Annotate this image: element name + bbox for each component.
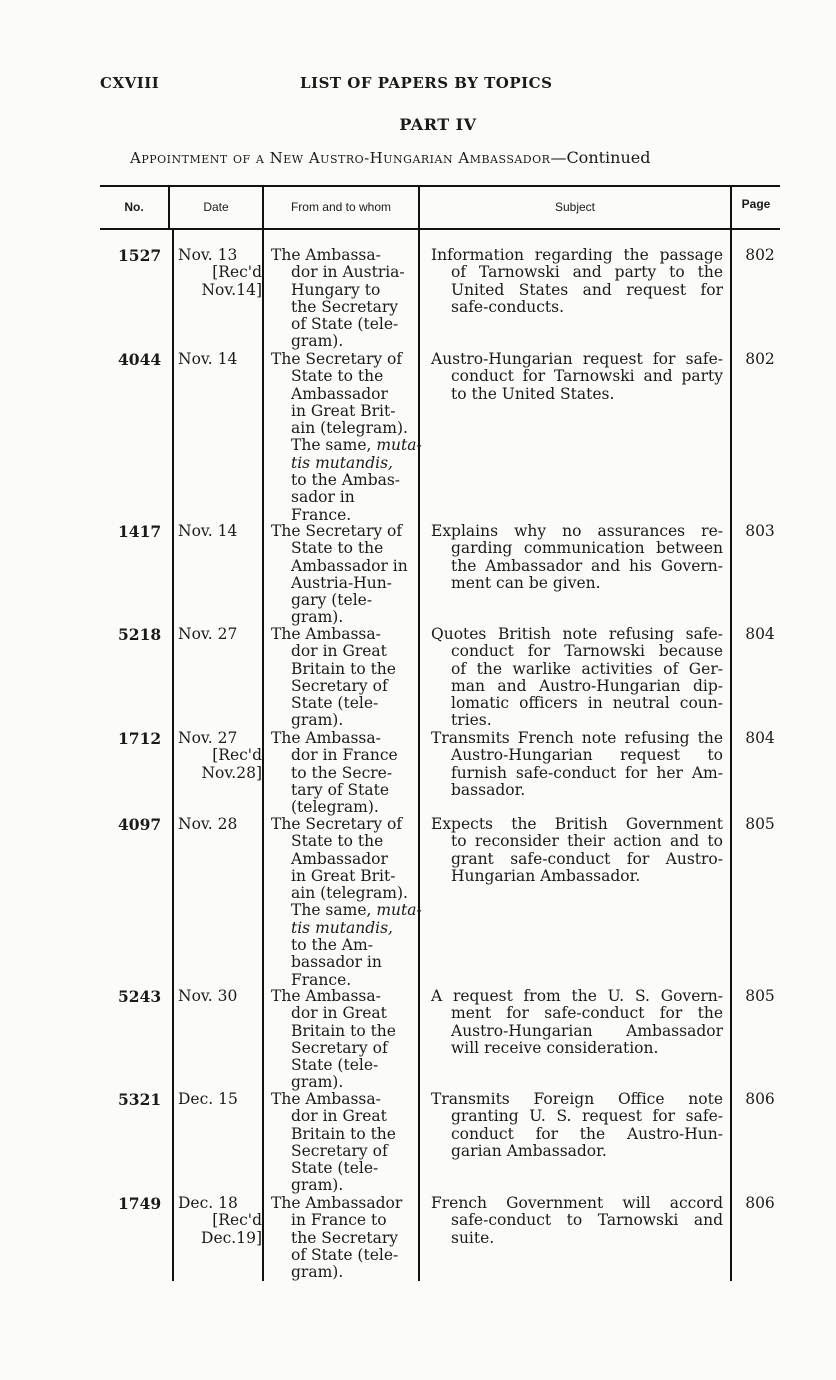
page-reference: 802 — [745, 350, 775, 368]
from-line: (telegram). — [291, 798, 379, 817]
subject-line: safe-conduct to Tarnowski and — [451, 1211, 723, 1230]
subject-line: conduct for Tarnowski because — [451, 642, 723, 661]
subject-line: United States and request for — [451, 280, 723, 299]
table-top-rule — [100, 185, 780, 187]
from-line: gram). — [291, 1176, 344, 1195]
subject — [431, 247, 723, 316]
column-header-page: Page — [741, 197, 771, 211]
subject-line: bassador. — [451, 780, 526, 799]
from-line: State (tele- — [291, 1056, 379, 1075]
from-line: Ambassador — [291, 384, 388, 403]
paper-date — [178, 730, 262, 782]
from-line: tis mutandis, — [291, 453, 393, 472]
subject-line: lomatic officers in neutral coun- — [451, 694, 723, 713]
from-line: the Secretary — [291, 1228, 399, 1247]
section-title-text: Appointment of a New Austro-Hungarian Ambassador — [130, 149, 551, 167]
column-header-from: From and to whom — [290, 200, 392, 214]
from-line: tis mutandis, — [291, 918, 393, 937]
date-line: Nov. 14 — [178, 350, 238, 368]
subject-line: Information regarding the passage — [431, 246, 723, 264]
page-number: CXVIII — [100, 74, 160, 92]
subject — [431, 351, 723, 403]
from-line: State (tele- — [291, 694, 379, 713]
subject — [431, 730, 723, 799]
subject-line: of the warlike activities of Ger- — [451, 659, 723, 678]
from-line: Hungary to — [291, 280, 381, 299]
column-header-subject: Subject — [554, 200, 596, 214]
page-header — [100, 74, 754, 96]
from-line: France. — [291, 970, 352, 989]
subject — [431, 1091, 723, 1160]
from-and-to-whom — [271, 247, 416, 351]
from-line: tary of State — [291, 780, 390, 799]
from-line: ain (telegram). — [291, 884, 408, 903]
from-line: gram). — [291, 332, 344, 351]
from-and-to-whom — [271, 626, 416, 730]
paper-number: 5321 — [118, 1090, 162, 1109]
column-header-date: Date — [203, 200, 229, 214]
subject — [431, 626, 723, 730]
section-title — [130, 148, 650, 167]
page-reference: 805 — [745, 815, 775, 833]
from-line: State to the — [291, 832, 384, 851]
from-line: of State (tele- — [291, 315, 399, 334]
subject-line: the Ambassador and his Govern- — [451, 556, 723, 575]
paper-date — [178, 626, 262, 643]
paper-number: 1712 — [118, 729, 162, 748]
subject-line: garian Ambassador. — [451, 1141, 607, 1160]
from-and-to-whom — [271, 350, 422, 524]
subject-line: ment for safe-conduct for the — [451, 1004, 723, 1023]
from-line: The Ambassador — [271, 1194, 403, 1212]
from-and-to-whom — [271, 1091, 416, 1195]
subject-line: conduct for Tarnowski and party — [451, 367, 723, 386]
from-line: to the Am- — [291, 936, 373, 955]
subject-line: ment can be given. — [451, 573, 601, 592]
date-line: Nov. 28 — [178, 815, 238, 833]
running-title: LIST OF PAPERS BY TOPICS — [300, 74, 553, 92]
date-line: Dec. 18 — [178, 1194, 238, 1212]
from-line: State to the — [291, 367, 384, 386]
from-line: France. — [291, 505, 352, 524]
from-and-to-whom — [271, 730, 416, 816]
from-line: The Secretary of — [271, 815, 403, 833]
subject-line: granting U. S. request for safe- — [451, 1107, 723, 1126]
subject-line: garding communication between — [451, 539, 723, 558]
from-line: The Ambassa- — [271, 729, 381, 747]
page-reference: 805 — [745, 987, 775, 1005]
from-and-to-whom — [271, 815, 422, 989]
from-line: gram). — [291, 711, 344, 730]
from-line: of State (tele- — [291, 1245, 399, 1264]
subject — [431, 988, 723, 1057]
from-line: Ambassador in — [291, 556, 408, 575]
paper-date — [178, 523, 262, 540]
from-line: The Ambassa- — [271, 987, 381, 1005]
from-line: in Great Brit- — [291, 401, 396, 420]
from-line: to the Ambas- — [291, 471, 401, 490]
subject-line: conduct for the Austro-Hun- — [451, 1124, 723, 1143]
from-line: Britain to the — [291, 659, 396, 678]
column-divider — [730, 185, 732, 1281]
from-line: bassador in — [291, 953, 382, 972]
subject-line: Transmits French note refusing the — [431, 729, 723, 747]
from-line: dor in Great — [291, 1107, 387, 1126]
subject-line: Austro-Hungarian request for safe- — [431, 350, 723, 368]
subject-line: grant safe-conduct for Austro- — [451, 849, 723, 868]
page-reference: 803 — [745, 522, 775, 540]
from-line: Britain to the — [291, 1124, 396, 1143]
from-line: The Ambassa- — [271, 1090, 381, 1108]
from-and-to-whom — [271, 1195, 416, 1281]
date-line: Nov. 27 — [178, 729, 238, 747]
from-line: dor in Great — [291, 1004, 387, 1023]
subject-line: man and Austro-Hungarian dip- — [451, 676, 723, 695]
column-divider — [418, 185, 420, 1281]
from-line: The Ambassa- — [271, 625, 381, 643]
paper-date — [178, 1195, 262, 1247]
column-header-no: No. — [124, 200, 144, 214]
paper-number: 4097 — [118, 815, 162, 834]
date-line: Nov.28] — [201, 763, 262, 782]
from-and-to-whom — [271, 988, 416, 1092]
from-line: Secretary of — [291, 1038, 388, 1057]
subject-line: to the United States. — [451, 384, 615, 403]
date-line: [Rec'd — [212, 1211, 262, 1230]
page-reference: 804 — [745, 729, 775, 747]
page-reference: 806 — [745, 1194, 775, 1212]
paper-date — [178, 816, 262, 833]
from-line: The Secretary of — [271, 522, 403, 540]
from-line: gram). — [291, 1263, 344, 1282]
from-line: The Secretary of — [271, 350, 403, 368]
page-reference: 804 — [745, 625, 775, 643]
paper-date — [178, 988, 262, 1005]
from-line: gram). — [291, 1073, 344, 1092]
from-line: Ambassador — [291, 849, 388, 868]
subject-line: Austro-Hungarian Ambassador — [451, 1021, 723, 1040]
date-line: Nov. 14 — [178, 522, 238, 540]
date-line: Dec. 15 — [178, 1090, 238, 1108]
from-line: The same, muta- — [291, 436, 422, 455]
table-header-rule — [100, 228, 780, 230]
from-and-to-whom — [271, 523, 416, 627]
from-line: sador in — [291, 488, 355, 507]
date-line: [Rec'd — [212, 746, 262, 765]
subject — [431, 816, 723, 885]
from-line: dor in Great — [291, 642, 387, 661]
subject-line: will receive consideration. — [451, 1038, 659, 1057]
from-line: ain (telegram). — [291, 419, 408, 438]
date-line: Nov. 30 — [178, 987, 238, 1005]
paper-number: 1527 — [118, 246, 162, 265]
subject-line: safe-conducts. — [451, 297, 565, 316]
paper-number: 5218 — [118, 625, 162, 644]
from-line: gram). — [291, 608, 344, 627]
section-continued: —Continued — [550, 148, 651, 167]
from-line: The same, muta- — [291, 901, 422, 920]
from-line: The Ambassa- — [271, 246, 381, 264]
column-divider — [262, 185, 264, 1281]
paper-date — [178, 247, 262, 299]
from-line: in France to — [291, 1211, 387, 1230]
paper-number: 5243 — [118, 987, 162, 1006]
from-line: to the Secre- — [291, 763, 393, 782]
subject-line: suite. — [451, 1228, 495, 1247]
date-line: Nov.14] — [201, 280, 262, 299]
subject-line: of Tarnowski and party to the — [451, 263, 723, 282]
date-line: Dec.19] — [201, 1228, 262, 1247]
from-line: gary (tele- — [291, 591, 373, 610]
from-line: in Great Brit- — [291, 866, 396, 885]
subject-line: Quotes British note refusing safe- — [431, 625, 723, 643]
date-line: Nov. 27 — [178, 625, 238, 643]
from-line: Secretary of — [291, 1141, 388, 1160]
column-divider — [172, 229, 174, 1281]
subject-line: Hungarian Ambassador. — [451, 866, 641, 885]
papers-table — [100, 185, 780, 1281]
part-title: PART IV — [399, 115, 477, 134]
page-reference: 802 — [745, 246, 775, 264]
subject-line: Explains why no assurances re- — [431, 522, 723, 540]
from-line: Britain to the — [291, 1021, 396, 1040]
subject — [431, 1195, 723, 1247]
paper-number: 4044 — [118, 350, 162, 369]
subject-line: furnish safe-conduct for her Am- — [451, 763, 723, 782]
page-reference: 806 — [745, 1090, 775, 1108]
paper-date — [178, 351, 262, 368]
subject-line: Austro-Hungarian request to — [451, 746, 723, 765]
subject-line: tries. — [451, 711, 492, 730]
subject-line: A request from the U. S. Govern- — [431, 987, 723, 1005]
subject — [431, 523, 723, 592]
from-line: dor in Austria- — [291, 263, 405, 282]
paper-number: 1417 — [118, 522, 162, 541]
from-line: Secretary of — [291, 676, 388, 695]
from-line: the Secretary — [291, 297, 399, 316]
date-line: [Rec'd — [212, 263, 262, 282]
from-line: Austria-Hun- — [291, 573, 392, 592]
from-line: State (tele- — [291, 1159, 379, 1178]
paper-number: 1749 — [118, 1194, 162, 1213]
subject-line: Expects the British Government — [431, 815, 723, 833]
subject-line: to reconsider their action and to — [451, 832, 723, 851]
subject-line: Transmits Foreign Office note — [431, 1090, 723, 1108]
from-line: dor in France — [291, 746, 398, 765]
subject-line: French Government will accord — [431, 1194, 723, 1212]
paper-date — [178, 1091, 262, 1108]
date-line: Nov. 13 — [178, 246, 238, 264]
from-line: State to the — [291, 539, 384, 558]
